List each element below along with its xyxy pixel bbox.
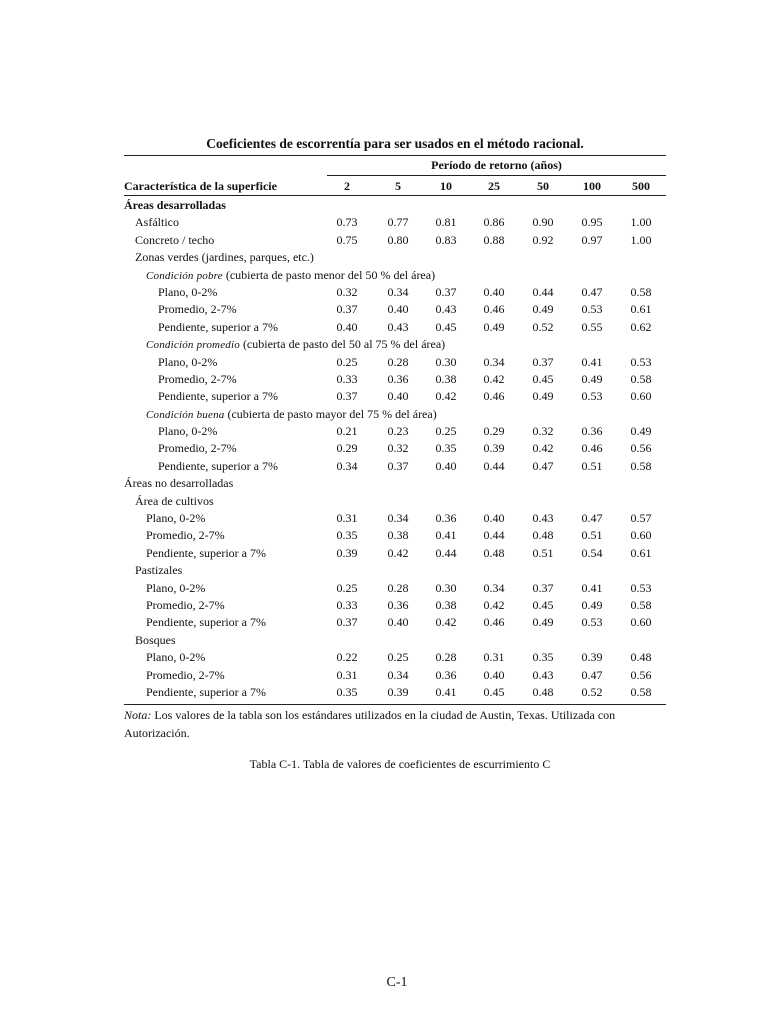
- group-row: [124, 475, 666, 492]
- table-cell: 0.42: [483, 597, 505, 612]
- table-cell: 0.44: [435, 545, 457, 560]
- table-cell: 0.53: [630, 354, 652, 369]
- table-cell: 0.39: [483, 441, 505, 456]
- table-row: [124, 580, 666, 597]
- table-cell: 0.40: [483, 667, 505, 682]
- column-header-row: [124, 178, 666, 194]
- table-cell: 0.54: [581, 545, 603, 560]
- row-label: Bosques: [135, 632, 176, 647]
- row-label: [146, 267, 435, 285]
- table-cell: 0.46: [483, 615, 505, 630]
- row-label: Áreas desarrolladas: [124, 198, 226, 212]
- table-row: [124, 388, 666, 405]
- row-label: Pendiente, superior a 7%: [146, 615, 266, 630]
- table-cell: 0.80: [387, 232, 409, 247]
- table-row: [124, 284, 666, 301]
- table-cell: 0.34: [387, 667, 409, 682]
- table-cell: 0.25: [336, 354, 358, 369]
- row-label: Promedio, 2-7%: [146, 667, 225, 682]
- row-label: Áreas no desarrolladas: [124, 476, 234, 491]
- table-cell: 0.43: [532, 667, 554, 682]
- table-cell: 0.30: [435, 354, 457, 369]
- row-label: Pendiente, superior a 7%: [158, 389, 278, 404]
- table-cell: 0.46: [483, 302, 505, 317]
- table-cell: 0.37: [532, 580, 554, 595]
- table-row: [124, 232, 666, 249]
- table-cell: 1.00: [630, 215, 652, 230]
- return-period-rule: [327, 175, 666, 176]
- table-row: [124, 597, 666, 614]
- table-row: [124, 649, 666, 666]
- table-cell: 0.49: [483, 319, 505, 334]
- table-cell: 0.36: [387, 597, 409, 612]
- table-cell: 0.36: [581, 424, 603, 439]
- table-cell: 0.49: [532, 389, 554, 404]
- table-cell: 0.47: [581, 511, 603, 526]
- table-cell: 0.34: [387, 511, 409, 526]
- table-cell: 0.52: [581, 684, 603, 699]
- table-cell: 0.44: [483, 458, 505, 473]
- row-label: Plano, 0-2%: [146, 511, 206, 526]
- condition-row: [124, 336, 666, 353]
- table-cell: 0.83: [435, 232, 457, 247]
- table-cell: 0.48: [483, 545, 505, 560]
- table-cell: 0.41: [435, 684, 457, 699]
- table-cell: 0.88: [483, 232, 505, 247]
- coefficients-table-body: [124, 197, 666, 701]
- table-cell: 0.42: [387, 545, 409, 560]
- surface-column-header: Característica de la superficie: [124, 179, 277, 193]
- table-row: [124, 319, 666, 336]
- table-cell: 0.45: [532, 597, 554, 612]
- table-cell: 0.39: [581, 650, 603, 665]
- condition-description: (cubierta de pasto menor del 50 % del área): [222, 267, 436, 282]
- row-label: Pendiente, superior a 7%: [158, 458, 278, 473]
- table-cell: 0.58: [630, 371, 652, 386]
- table-note: [124, 706, 666, 742]
- table-cell: 0.35: [336, 528, 358, 543]
- table-cell: 0.56: [630, 441, 652, 456]
- table-cell: 0.53: [581, 615, 603, 630]
- table-cell: 0.46: [483, 389, 505, 404]
- table-cell: 0.61: [630, 545, 652, 560]
- row-label: Asfáltico: [135, 215, 179, 230]
- table-cell: 0.40: [483, 284, 505, 299]
- table-cell: 0.47: [532, 458, 554, 473]
- table-cell: 0.40: [387, 389, 409, 404]
- group-row: [124, 249, 666, 266]
- table-cell: 0.35: [532, 650, 554, 665]
- period-header-4: 50: [537, 179, 549, 193]
- table-cell: 0.42: [532, 441, 554, 456]
- table-cell: 0.29: [336, 441, 358, 456]
- table-cell: 0.35: [336, 684, 358, 699]
- table-cell: 0.34: [336, 458, 358, 473]
- group-row: [124, 632, 666, 649]
- table-cell: 0.41: [435, 528, 457, 543]
- table-cell: 0.32: [532, 424, 554, 439]
- condition-name: Condición pobre: [146, 269, 223, 282]
- table-cell: 0.34: [483, 580, 505, 595]
- table-cell: 0.48: [532, 528, 554, 543]
- table-cell: 0.36: [387, 371, 409, 386]
- table-cell: 0.23: [387, 424, 409, 439]
- row-label: Plano, 0-2%: [158, 284, 218, 299]
- table-cell: 0.25: [435, 424, 457, 439]
- row-label: Pastizales: [135, 563, 183, 578]
- table-cell: 0.38: [435, 371, 457, 386]
- row-label: Plano, 0-2%: [146, 580, 206, 595]
- table-cell: 0.49: [581, 371, 603, 386]
- table-cell: 0.53: [581, 302, 603, 317]
- table-cell: 0.45: [435, 319, 457, 334]
- table-cell: 0.47: [581, 667, 603, 682]
- table-cell: 0.30: [435, 580, 457, 595]
- table-cell: 0.43: [387, 319, 409, 334]
- table-cell: 0.92: [532, 232, 554, 247]
- table-row: [124, 354, 666, 371]
- table-cell: 0.41: [581, 354, 603, 369]
- note-text: Los valores de la tabla son los estándares utilizados en la ciudad de Austin, Texas. Utilizada con Autorización.: [124, 708, 616, 740]
- table-cell: 0.21: [336, 424, 358, 439]
- condition-row: [124, 406, 666, 423]
- table-cell: 0.22: [336, 650, 358, 665]
- table-row: [124, 667, 666, 684]
- table-cell: 0.25: [387, 650, 409, 665]
- group-row: [124, 562, 666, 579]
- condition-name: Condición buena: [146, 408, 225, 421]
- table-cell: 0.97: [581, 232, 603, 247]
- table-cell: 0.37: [435, 284, 457, 299]
- section-row: [124, 197, 666, 214]
- table-cell: 0.48: [630, 650, 652, 665]
- table-cell: 0.86: [483, 215, 505, 230]
- row-label: Pendiente, superior a 7%: [146, 545, 266, 560]
- table-cell: 0.37: [336, 615, 358, 630]
- table-row: [124, 458, 666, 475]
- table-cell: 0.53: [581, 389, 603, 404]
- table-cell: 0.31: [336, 511, 358, 526]
- row-label: Promedio, 2-7%: [146, 597, 225, 612]
- row-label: Área de cultivos: [135, 493, 214, 508]
- table-cell: 0.49: [581, 597, 603, 612]
- table-row: [124, 423, 666, 440]
- period-header-5: 100: [583, 179, 601, 193]
- row-label: Zonas verdes (jardines, parques, etc.): [135, 250, 314, 265]
- row-label: Promedio, 2-7%: [158, 371, 237, 386]
- period-header-1: 5: [395, 179, 401, 193]
- table-cell: 0.48: [532, 684, 554, 699]
- table-title: Coeficientes de escorrentía para ser usados en el método racional.: [206, 136, 584, 151]
- period-header-0: 2: [344, 179, 350, 193]
- table-cell: 0.37: [532, 354, 554, 369]
- header-bottom-rule: [124, 195, 666, 196]
- table-cell: 0.53: [630, 580, 652, 595]
- table-cell: 0.39: [336, 545, 358, 560]
- table-cell: 0.40: [435, 458, 457, 473]
- table-row: [124, 301, 666, 318]
- row-label: Concreto / techo: [135, 232, 215, 247]
- period-header-2: 10: [440, 179, 452, 193]
- table-cell: 0.95: [581, 215, 603, 230]
- group-row: [124, 493, 666, 510]
- table-cell: 0.25: [336, 580, 358, 595]
- row-label: Pendiente, superior a 7%: [146, 684, 266, 699]
- table-cell: 0.34: [483, 354, 505, 369]
- table-cell: 0.49: [630, 424, 652, 439]
- row-label: Promedio, 2-7%: [146, 528, 225, 543]
- table-cell: 0.81: [435, 215, 457, 230]
- condition-row: [124, 267, 666, 284]
- table-cell: 0.58: [630, 458, 652, 473]
- table-cell: 0.37: [387, 458, 409, 473]
- table-cell: 0.42: [435, 389, 457, 404]
- table-cell: 0.36: [435, 667, 457, 682]
- table-cell: 0.58: [630, 597, 652, 612]
- row-label: [146, 406, 437, 424]
- table-cell: 0.33: [336, 371, 358, 386]
- table-cell: 0.73: [336, 215, 358, 230]
- table-row: [124, 614, 666, 631]
- note-label: Nota:: [124, 708, 152, 722]
- table-cell: 0.32: [336, 284, 358, 299]
- row-label: Promedio, 2-7%: [158, 441, 237, 456]
- table-cell: 0.75: [336, 232, 358, 247]
- table-cell: 0.45: [532, 371, 554, 386]
- table-cell: 0.60: [630, 615, 652, 630]
- table-cell: 0.42: [483, 371, 505, 386]
- table-cell: 0.55: [581, 319, 603, 334]
- table-cell: 0.39: [387, 684, 409, 699]
- table-cell: 0.51: [581, 458, 603, 473]
- table-cell: 0.33: [336, 597, 358, 612]
- table-cell: 0.35: [435, 441, 457, 456]
- table-cell: 0.52: [532, 319, 554, 334]
- table-cell: 0.32: [387, 441, 409, 456]
- return-period-header: Período de retorno (años): [431, 158, 562, 172]
- table-cell: 0.44: [532, 284, 554, 299]
- table-cell: 0.43: [435, 302, 457, 317]
- table-cell: 0.31: [483, 650, 505, 665]
- row-label: [146, 336, 445, 354]
- table-cell: 0.28: [435, 650, 457, 665]
- table-cell: 0.40: [387, 302, 409, 317]
- table-cell: 0.40: [483, 511, 505, 526]
- table-cell: 0.58: [630, 284, 652, 299]
- table-top-rule: [124, 155, 666, 156]
- table-cell: 0.56: [630, 667, 652, 682]
- table-row: [124, 545, 666, 562]
- period-header-3: 25: [488, 179, 500, 193]
- table-row: [124, 371, 666, 388]
- table-row: [124, 510, 666, 527]
- table-cell: 0.77: [387, 215, 409, 230]
- table-cell: 0.28: [387, 354, 409, 369]
- table-cell: 0.38: [435, 597, 457, 612]
- table-cell: 0.61: [630, 302, 652, 317]
- row-label: Plano, 0-2%: [158, 424, 218, 439]
- table-cell: 0.40: [387, 615, 409, 630]
- condition-name: Condición promedio: [146, 339, 240, 352]
- table-cell: 0.38: [387, 528, 409, 543]
- row-label: Plano, 0-2%: [146, 650, 206, 665]
- table-cell: 0.43: [532, 511, 554, 526]
- period-header-6: 500: [632, 179, 650, 193]
- table-bottom-rule: [124, 704, 666, 705]
- table-cell: 0.31: [336, 667, 358, 682]
- table-caption: Tabla C-1. Tabla de valores de coeficientes de escurrimiento C: [249, 757, 551, 771]
- table-cell: 0.28: [387, 580, 409, 595]
- table-cell: 0.46: [581, 441, 603, 456]
- table-cell: 0.41: [581, 580, 603, 595]
- condition-description: (cubierta de pasto mayor del 75 % del área): [224, 406, 437, 421]
- table-cell: 0.37: [336, 302, 358, 317]
- table-cell: 0.40: [336, 319, 358, 334]
- condition-description: (cubierta de pasto del 50 al 75 % del área): [239, 337, 446, 352]
- table-cell: 0.44: [483, 528, 505, 543]
- row-label: Promedio, 2-7%: [158, 302, 237, 317]
- page-number: C-1: [386, 975, 408, 990]
- table-cell: 0.51: [581, 528, 603, 543]
- table-cell: 0.62: [630, 319, 652, 334]
- table-row: [124, 440, 666, 457]
- table-cell: 0.49: [532, 615, 554, 630]
- table-cell: 0.51: [532, 545, 554, 560]
- table-cell: 0.29: [483, 424, 505, 439]
- table-cell: 1.00: [630, 232, 652, 247]
- table-cell: 0.37: [336, 389, 358, 404]
- table-cell: 0.57: [630, 511, 652, 526]
- table-cell: 0.34: [387, 284, 409, 299]
- table-cell: 0.45: [483, 684, 505, 699]
- table-cell: 0.47: [581, 284, 603, 299]
- table-row: [124, 527, 666, 544]
- table-cell: 0.49: [532, 302, 554, 317]
- table-cell: 0.36: [435, 511, 457, 526]
- table-cell: 0.42: [435, 615, 457, 630]
- table-cell: 0.58: [630, 684, 652, 699]
- table-cell: 0.90: [532, 215, 554, 230]
- table-row: [124, 214, 666, 231]
- row-label: Plano, 0-2%: [158, 354, 218, 369]
- table-cell: 0.60: [630, 389, 652, 404]
- table-cell: 0.60: [630, 528, 652, 543]
- table-row: [124, 684, 666, 701]
- row-label: Pendiente, superior a 7%: [158, 319, 278, 334]
